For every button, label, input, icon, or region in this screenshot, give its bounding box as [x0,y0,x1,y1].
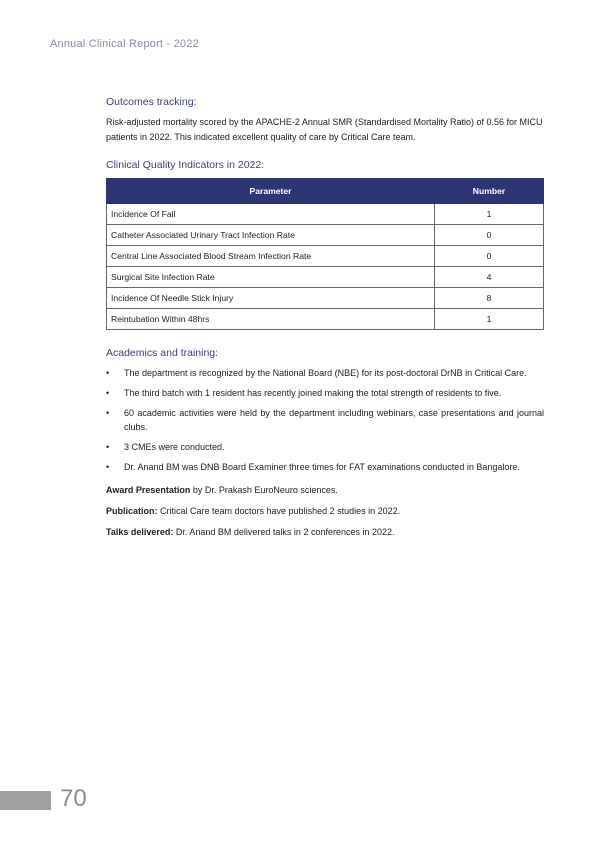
award-label: Award Presentation [106,485,191,495]
bullet-icon: • [106,368,110,378]
table-row [107,225,544,246]
table-header-row [107,179,544,204]
bullet-icon: • [106,442,110,452]
list-item-text: Dr. Anand BM was DNB Board Examiner three times for FAT examinations conducted in Bangalore. [124,462,520,472]
indicators-heading: Clinical Quality Indicators in 2022: [106,159,265,171]
award-line [106,483,544,497]
list-item-text: 3 CMEs were conducted. [124,442,225,452]
column-header-number: Number [435,179,544,204]
bullet-icon: • [106,462,110,472]
list-item [106,386,544,400]
award-text: by Dr. Prakash EuroNeuro sciences. [190,485,338,495]
number-cell: 0 [435,225,544,246]
footer-bar [0,791,51,810]
list-item-text: The third batch with 1 resident has recently joined making the total strength of residents to five. [124,388,502,398]
bullet-icon: • [106,408,110,418]
talks-label: Talks delivered: [106,527,174,537]
number-cell: 1 [435,309,544,330]
page-number: 70 [60,785,87,812]
academics-heading: Academics and training: [106,347,219,359]
bullet-icon: • [106,388,110,398]
parameter-cell: Central Line Associated Blood Stream Infection Rate [107,246,435,267]
table-row [107,204,544,225]
parameter-cell: Reintubation Within 48hrs [107,309,435,330]
table-row [107,267,544,288]
column-header-parameter: Parameter [107,179,435,204]
publication-label: Publication: [106,506,158,516]
publication-line [106,504,544,518]
table-row [107,246,544,267]
number-cell: 0 [435,246,544,267]
table-row [107,288,544,309]
parameter-cell: Incidence Of Needle Stick Injury [107,288,435,309]
list-item [106,366,544,380]
talks-text: Dr. Anand BM delivered talks in 2 conferences in 2022. [173,527,395,537]
page-content [106,96,544,546]
number-cell: 4 [435,267,544,288]
academics-list [106,366,544,474]
parameter-cell: Surgical Site Infection Rate [107,267,435,288]
parameter-cell: Catheter Associated Urinary Tract Infection Rate [107,225,435,246]
talks-line [106,525,544,539]
list-item [106,406,544,434]
table-row [107,309,544,330]
list-item-text: 60 academic activities were held by the department including webinars, case presentations and journal clubs. [124,408,544,432]
list-item [106,440,544,454]
outcomes-paragraph: Risk-adjusted mortality scored by the APACHE-2 Annual SMR (Standardised Mortality Ratio) of 0.56 for MICU patients in 2022. This indicated excellent quality of care by Critical Care team. [106,117,543,142]
parameter-cell: Incidence Of Fall [107,204,435,225]
publication-text: Critical Care team doctors have published 2 studies in 2022. [157,506,401,516]
list-item-text: The department is recognized by the National Board (NBE) for its post-doctoral DrNB in Critical Care. [124,368,527,378]
number-cell: 8 [435,288,544,309]
outcomes-heading: Outcomes tracking: [106,96,197,108]
report-header: Annual Clinical Report - 2022 [50,38,199,50]
number-cell: 1 [435,204,544,225]
list-item [106,460,544,474]
indicators-table [106,178,544,330]
